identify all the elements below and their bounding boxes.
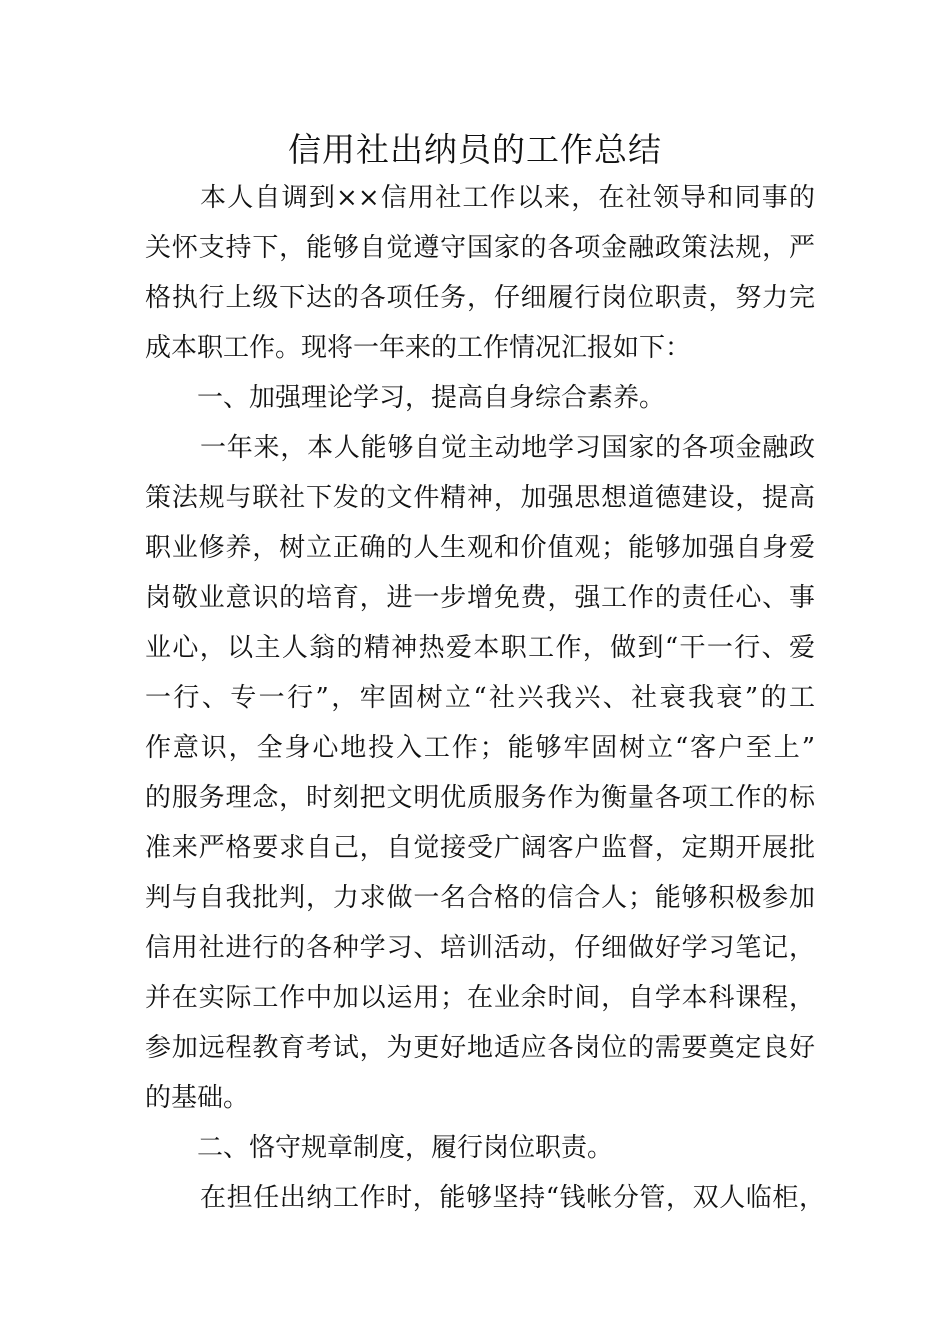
paragraph-line: 的基础。: [145, 1083, 250, 1113]
paragraph-line: 一年来，本人能够自觉主动地学习国家的各项金融政: [200, 433, 815, 463]
paragraph-line: 策法规与联社下发的文件精神，加强思想道德建设，提高: [145, 483, 815, 513]
document-title: 信用社出纳员的工作总结: [288, 130, 662, 169]
section-heading: 二、恪守规章制度，履行岗位职责。: [197, 1133, 614, 1163]
paragraph-line: 并在实际工作中加以运用；在业余时间，自学本科课程，: [145, 983, 815, 1013]
paragraph-line: 一行、专一行”，牢固树立“社兴我兴、社衰我衰”的工: [145, 683, 815, 713]
paragraph-line: 格执行上级下达的各项任务，仔细履行岗位职责，努力完: [145, 283, 815, 313]
paragraph-line: 参加远程教育考试，为更好地适应各岗位的需要奠定良好: [145, 1033, 815, 1063]
paragraph-line: 关怀支持下，能够自觉遵守国家的各项金融政策法规，严: [145, 233, 815, 263]
paragraph-line: 成本职工作。现将一年来的工作情况汇报如下：: [145, 333, 692, 363]
paragraph-line: 准来严格要求自己，自觉接受广阔客户监督，定期开展批: [145, 833, 815, 863]
paragraph-line: 岗敬业意识的培育，进一步增免费，强工作的责任心、事: [145, 583, 815, 613]
paragraph-line: 业心，以主人翁的精神热爱本职工作，做到“干一行、爱: [145, 633, 815, 663]
paragraph-line: 在担任出纳工作时，能够坚持“钱帐分管，双人临柜，: [200, 1183, 825, 1213]
paragraph-line: 信用社进行的各种学习、培训活动，仔细做好学习笔记，: [145, 933, 815, 963]
paragraph-line: 判与自我批判，力求做一名合格的信合人；能够积极参加: [145, 883, 815, 913]
paragraph-line: 职业修养，树立正确的人生观和价值观；能够加强自身爱: [145, 533, 815, 563]
paragraph-line: 作意识，全身心地投入工作；能够牢固树立“客户至上”: [145, 733, 815, 763]
section-heading: 一、加强理论学习，提高自身综合素养。: [197, 383, 666, 413]
paragraph-line: 本人自调到××信用社工作以来，在社领导和同事的: [200, 183, 815, 213]
paragraph-line: 的服务理念，时刻把文明优质服务作为衡量各项工作的标: [145, 783, 815, 813]
